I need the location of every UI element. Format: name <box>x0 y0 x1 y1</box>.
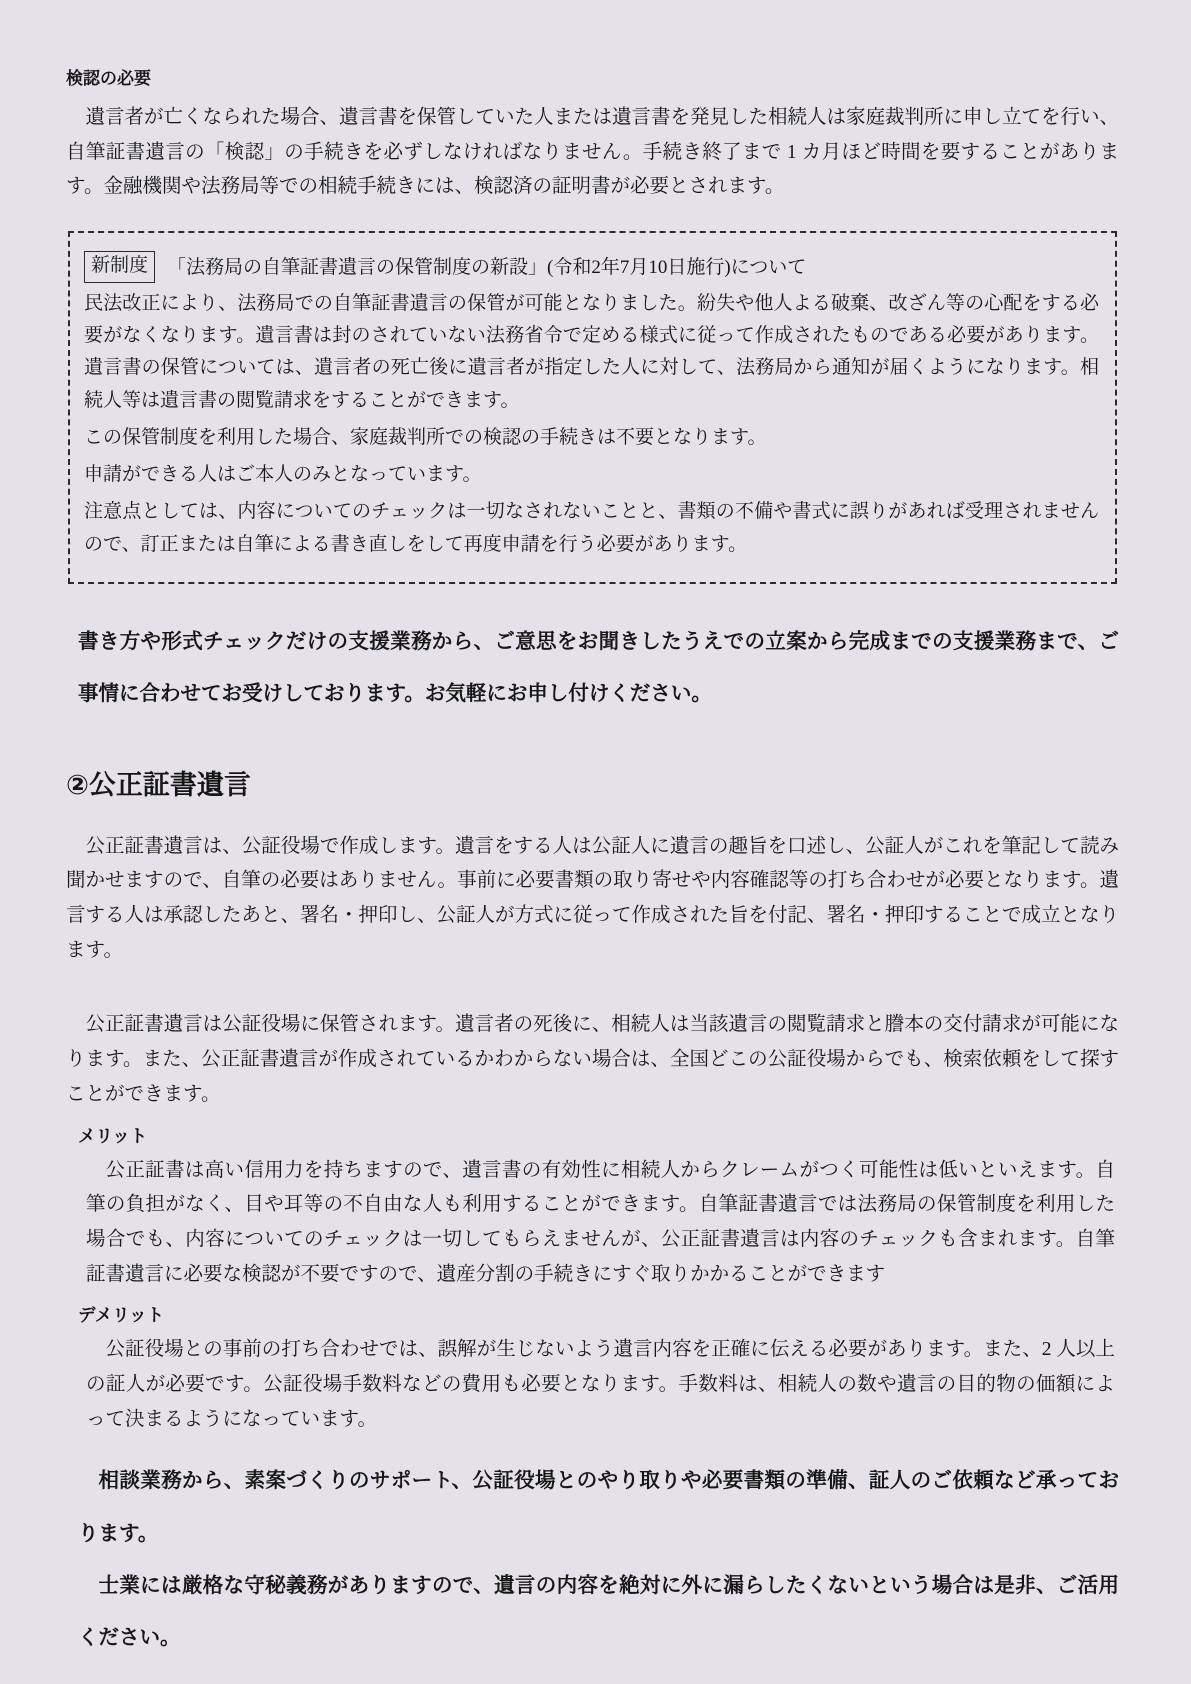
notice-box-paragraph-1: 民法改正により、法務局での自筆証書遺言の保管が可能となりました。紛失や他人よる破棄、改ざん等の心配をする必要がなくなります。遺言書は封のされていない法務省令で定める様式に従って作成されたものである必要があります。遺言書の保管については、遺言者の死亡後に遺言者が指定した人に対して、法務局から通知が届くようになります。相続人等は遺言書の閲覧請求をすることができます。 <box>84 292 1099 411</box>
notice-box-paragraph-3: 申請ができる人はご本人のみとなっています。 <box>84 464 482 486</box>
paragraph-demerit-body: 公証役場との事前の打ち合わせでは、誤解が生じないよう遺言内容を正確に伝える必要があります。また、2 人以上の証人が必要です。公証役場手数料などの費用も必要となります。手数料は、相続人の数や遺言の目的物の価額によって決まるようになっています。 <box>86 1339 1115 1430</box>
paragraph-kosei-2: 公正証書遺言は公証役場に保管されます。遺言者の死後に、相続人は当該遺言の閲覧請求と謄本の交付請求が可能になります。また、公正証書遺言が作成されているかわからない場合は、全国どこの公証役場からでも、検索依頼をして探すことができます。 <box>66 1014 1119 1105</box>
notice-box-title-row <box>84 251 1099 283</box>
notice-box-paragraph-4: 注意点としては、内容についてのチェックは一切なされないことと、書類の不備や書式に誤りがあれば受理されませんので、訂正または自筆による書き直しをして再度申請を行う必要があります。 <box>84 501 1099 555</box>
confidentiality-note-paragraph: 士業には厳格な守秘義務がありますので、遺言の内容を絶対に外に漏らしたくないという場合は是非、ご活用ください。 <box>78 1573 1119 1650</box>
section-heading-kennin: 検認の必要 <box>66 69 151 88</box>
new-system-badge: 新制度 <box>84 251 155 283</box>
subheading-demerit: デメリット <box>78 1305 165 1326</box>
paragraph-merit-body: 公正証書は高い信用力を持ちますので、遺言書の有効性に相続人からクレームがつく可能性は低いといえます。自筆の負担がなく、目や耳等の不自由な人も利用することができます。自筆証書遺言では法務局の保管制度を利用した場合でも、内容についてのチェックは一切してもらえませんが、公正証書遺言は内容のチェックも含まれます。自筆証書遺言に必要な検認が不要ですので、遺産分割の手続きにすぐ取りかかることができます <box>86 1159 1115 1285</box>
new-system-notice-box <box>68 231 1117 584</box>
paragraph-kennin-body: 遺言者が亡くなられた場合、遺言書を保管していた人または遺言書を発見した相続人は家庭裁判所に申し立てを行い、自筆証書遺言の「検認」の手続きを必ずしなければなりません。手続き終了まで 1 カ月ほど時間を要することがあります。金融機関や法務局等での相続手続きには、検認済の証明書が必要とされます。 <box>66 107 1120 198</box>
subheading-merit: メリット <box>78 1125 148 1146</box>
consultation-offer-paragraph: 相談業務から、素案づくりのサポート、公証役場とのやり取りや必要書類の準備、証人のご依頼など承っております。 <box>78 1469 1119 1545</box>
paragraph-kosei-1: 公正証書遺言は、公証役場で作成します。遺言をする人は公証人に遺言の趣旨を口述し、公証人がこれを筆記して読み聞かせますので、自筆の必要はありません。事前に必要書類の取り寄せや内容確認等の打ち合わせが必要となります。遺言する人は承認したあと、署名・押印し、公証人が方式に従って作成された旨を付記、署名・押印することで成立となります。 <box>66 835 1120 961</box>
support-offer-paragraph: 書き方や形式チェックだけの支援業務から、ご意思をお聞きしたうえでの立案から完成までの支援業務まで、ご事情に合わせてお受けしております。お気軽にお申し付けください。 <box>78 630 1119 706</box>
notice-box-paragraph-2: この保管制度を利用した場合、家庭裁判所での検認の手続きは不要となります。 <box>84 426 767 448</box>
notice-box-title: 「法務局の自筆証書遺言の保管制度の新設」(令和2年7月10日施行)について <box>167 257 807 279</box>
section-heading-kosei-shosho: ②公正証書遺言 <box>66 769 251 800</box>
closing-cta-block <box>66 1455 1119 1664</box>
